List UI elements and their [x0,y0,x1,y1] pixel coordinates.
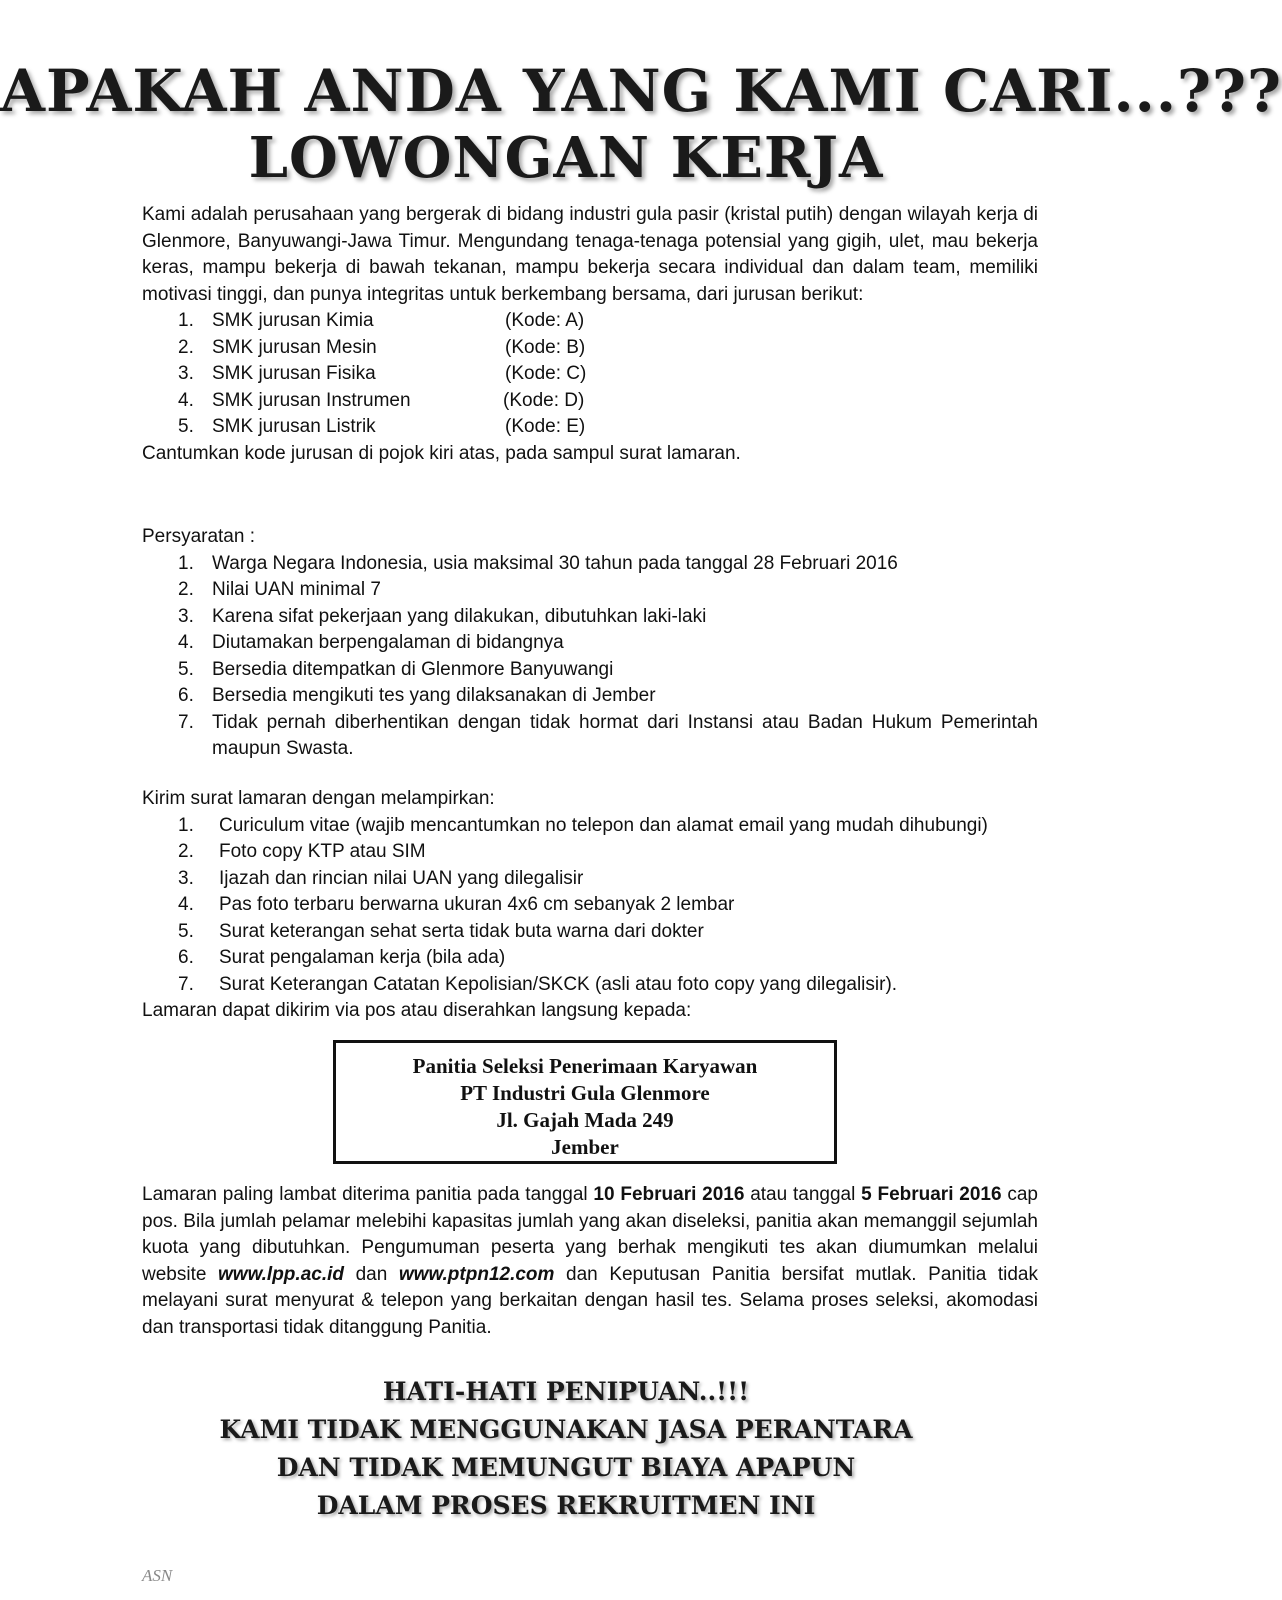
closing-paragraph [142,1182,1038,1341]
requirement-text: Diutamakan berpengalaman di bidangnya [212,632,564,653]
list-item [142,892,1038,919]
warning-line: KAMI TIDAK MENGGUNAKAN JASA PERANTARA [219,1415,913,1444]
closing-text: Lamaran paling lambat diterima panitia pada tanggal [142,1184,594,1205]
requirement-text: Karena sifat pekerjaan yang dilakukan, dibutuhkan laki-laki [212,605,707,627]
intro-paragraph: Kami adalah perusahaan yang bergerak di bidang industri gula pasir (kristal putih) dengan wilayah kerja di Glenmore, Banyuwangi-Jawa Timur. Mengundang tenaga-tenaga potensial yang gigih, ulet, mau bekerja keras, mampu bekerja di bawah tekanan, mampu bekerja secara individual dan dalam team, memiliki motivasi tinggi, dan punya integritas untuk berkembang bersama, dari jurusan berikut: [142,204,1038,305]
item-number: 7. [178,711,194,733]
deadline-date: 10 Februari 2016 [593,1184,745,1205]
requirement-text: Warga Negara Indonesia, usia maksimal 30 tahun pada tanggal 28 Februari 2016 [212,552,898,574]
item-number: 2. [178,336,194,358]
list-item [142,945,1038,972]
item-number: 5. [178,416,194,437]
intro-section [142,202,1038,467]
item-number: 6. [178,947,194,968]
major-code: (Kode: B) [505,336,586,358]
list-item [142,657,1038,684]
item-number: 3. [178,867,194,889]
list-item [142,710,1038,763]
major-name: SMK jurusan Mesin [212,336,377,358]
requirements-list [142,551,1038,763]
requirements-heading: Persyaratan : [142,526,255,547]
item-number: 4. [178,894,194,915]
item-number: 1. [178,310,194,331]
item-number: 1. [178,814,194,836]
attachments-list [142,813,1038,999]
requirement-text: Tidak pernah diberhentikan dengan tidak hormat dari Instansi atau Badan Hukum Pemerintah maupun Swasta. [212,711,1038,759]
attachment-text: Surat pengalaman kerja (bila ada) [219,947,506,968]
major-code: (Kode: C) [505,363,587,384]
item-number: 4. [178,389,194,411]
list-item [142,577,1038,604]
list-item [142,414,1038,441]
major-code: (Kode: A) [505,310,585,331]
warning-line: DALAM PROSES REKRUITMEN INI [316,1491,816,1520]
code-note: Cantumkan kode jurusan di pojok kiri atas, pada sampul surat lamaran. [142,442,741,464]
address-line: Jl. Gajah Mada 249 [496,1108,674,1132]
headline-question: APAKAH ANDA YANG KAMI CARI...??? [0,57,1282,125]
attachment-text: Surat keterangan sehat serta tidak buta warna dari dokter [219,920,704,942]
item-number: 3. [178,363,194,384]
headline-vacancy: LOWONGAN KERJA [248,125,884,191]
closing-text: atau tanggal [744,1184,862,1205]
attachment-text: Foto copy KTP atau SIM [219,841,426,862]
requirement-text: Bersedia ditempatkan di Glenmore Banyuwangi [212,658,614,680]
closing-text: dan [344,1263,399,1285]
send-note: Lamaran dapat dikirim via pos atau diserahkan langsung kepada: [142,1000,692,1021]
item-number: 4. [178,632,194,653]
major-code: (Kode: E) [505,416,586,437]
postmark-date: 5 Februari 2016 [861,1184,1002,1205]
address-line: PT Industri Gula Glenmore [460,1081,710,1105]
attachment-text: Ijazah dan rincian nilai UAN yang dilegalisir [219,867,584,889]
item-number: 2. [178,841,194,862]
requirement-text: Nilai UAN minimal 7 [212,579,381,600]
address-line: Jember [551,1135,619,1159]
footer-initials: ASN [142,1566,173,1585]
attachments-heading: Kirim surat lamaran dengan melampirkan: [142,788,495,809]
closing-text: dan Keputusan Panitia bersifat mutlak. Panitia tidak melayani surat menyurat & telepon yang berkaitan dengan hasil tes. Selama proses seleksi, akomodasi dan transportasi tidak ditanggung Panitia. [142,1263,1038,1338]
list-item [142,866,1038,893]
list-item [142,919,1038,946]
list-item [142,335,1038,362]
item-number: 2. [178,579,194,600]
website-link-ptpn12[interactable]: www.ptpn12.com [398,1263,555,1285]
list-item [142,604,1038,631]
major-name: SMK jurusan Instrumen [212,389,411,411]
address-box [333,1040,837,1164]
list-item [142,813,1038,840]
item-number: 5. [178,920,194,942]
requirement-text: Bersedia mengikuti tes yang dilaksanakan di Jember [212,685,656,706]
item-number: 1. [178,552,194,574]
attachments-section [142,786,1038,1025]
fraud-warning [0,1373,1132,1525]
attachment-text: Surat Keterangan Catatan Kepolisian/SKCK (asli atau foto copy yang dilegalisir). [219,973,898,995]
item-number: 7. [178,973,194,995]
list-item [142,551,1038,578]
attachment-text: Curiculum vitae (wajib mencantumkan no telepon dan alamat email yang mudah dihubungi) [219,814,988,836]
list-item [142,839,1038,866]
list-item [142,630,1038,657]
warning-line: HATI-HATI PENIPUAN..!!! [382,1377,750,1406]
major-code: (Kode: D) [503,389,585,411]
address-line: Panitia Seleksi Penerimaan Karyawan [412,1054,758,1078]
closing-text: cap pos. Bila jumlah pelamar melebihi kapasitas jumlah yang akan diseleksi, panitia akan memanggil sejumlah kuota yang dibutuhkan. Pengumuman peserta yang berhak mengikuti tes akan diumumkan melalui website [142,1184,1038,1285]
item-number: 6. [178,685,194,706]
item-number: 5. [178,658,194,680]
list-item [142,308,1038,335]
website-link-lpp[interactable]: www.lpp.ac.id [218,1263,344,1285]
major-name: SMK jurusan Listrik [212,416,376,437]
list-item [142,388,1038,415]
attachment-text: Pas foto terbaru berwarna ukuran 4x6 cm sebanyak 2 lembar [219,894,735,915]
major-name: SMK jurusan Kimia [212,310,374,331]
requirements-section [142,524,1038,763]
majors-list [142,308,1038,441]
list-item [142,683,1038,710]
item-number: 3. [178,605,194,627]
warning-line: DAN TIDAK MEMUNGUT BIAYA APAPUN [276,1453,856,1482]
major-name: SMK jurusan Fisika [212,363,376,384]
list-item [142,361,1038,388]
list-item [142,972,1038,999]
